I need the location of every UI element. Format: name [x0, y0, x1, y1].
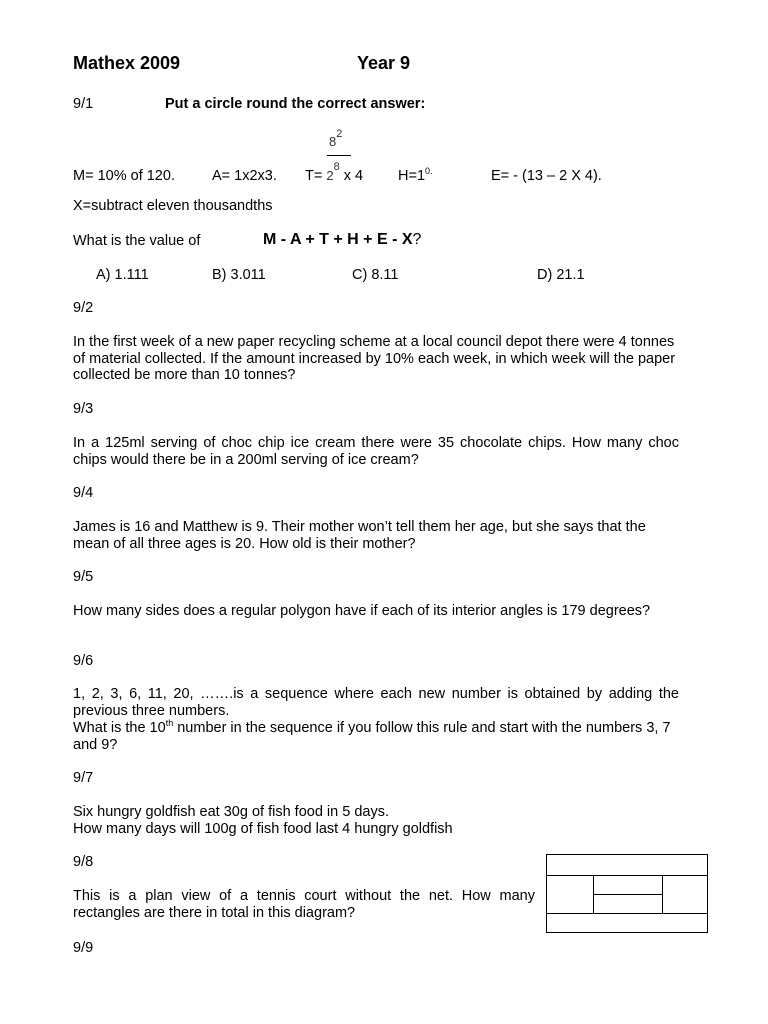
- court-center-line: [593, 894, 663, 895]
- value-prompt: What is the value of: [73, 233, 201, 249]
- option-c[interactable]: C) 8.11: [352, 267, 399, 283]
- option-d[interactable]: D) 21.1: [537, 267, 585, 283]
- fraction-bar: [327, 155, 351, 156]
- question-number-9-4: 9/4: [73, 485, 94, 501]
- q8-text: This is a plan view of a tennis court without the net. How many rectangles are there in total in this diagram?: [73, 888, 535, 921]
- m-definition: M= 10% of 120.: [73, 168, 175, 184]
- q6-line2: What is the 10th number in the sequence if you follow this rule and start with the numbers 3, 7 and 9?: [73, 718, 671, 753]
- q7-line2: How many days will 100g of fish food last 4 hungry goldfish: [73, 821, 453, 837]
- expression: M - A + T + H + E - X?: [263, 231, 422, 248]
- a-definition: A= 1x2x3.: [212, 168, 277, 184]
- q4-text: James is 16 and Matthew is 9. Their mother won’t tell them her age, but she says that the mean of all three ages is 20. How old is their mother?: [73, 519, 646, 552]
- tennis-court-diagram: [546, 854, 708, 933]
- option-a[interactable]: A) 1.111: [96, 267, 149, 283]
- court-line-top-service: [547, 875, 707, 876]
- year-label: Year 9: [357, 53, 411, 73]
- question-number-9-8: 9/8: [73, 854, 94, 870]
- q3-text: In a 125ml serving of choc chip ice cream there were 35 chocolate chips. How many choc chips would there be in a 200ml serving of ice cream?: [73, 435, 679, 468]
- option-b[interactable]: B) 3.011: [212, 267, 266, 283]
- question-number-9-5: 9/5: [73, 569, 94, 585]
- question-number-9-1: 9/1: [73, 96, 94, 112]
- q7-line1: Six hungry goldfish eat 30g of fish food in 5 days.: [73, 804, 389, 820]
- h-definition: $H=1^{0.}$: [398, 166, 433, 184]
- q2-text: In the first week of a new paper recycling scheme at a local council depot there were 4 tonnes of material collected. If the amount increased by 10% each week, in which week will the paper collected be more than 10 tonnes?: [73, 334, 676, 383]
- question-number-9-3: 9/3: [73, 401, 94, 417]
- question-number-9-2: 9/2: [73, 300, 94, 316]
- question-number-9-7: 9/7: [73, 770, 94, 786]
- t-numerator: $8^2$: [329, 127, 343, 149]
- page-title: Mathex 2009: [73, 53, 181, 73]
- q6-line1: 1, 2, 3, 6, 11, 20, …….is a sequence where each new number is obtained by adding the previous three numbers.: [73, 686, 679, 719]
- q5-text: How many sides does a regular polygon have if each of its interior angles is 179 degrees?: [73, 603, 651, 619]
- e-definition: E= - (13 – 2 X 4).: [491, 168, 602, 184]
- x-definition: X=subtract eleven thousandths: [73, 198, 273, 214]
- question-number-9-6: 9/6: [73, 653, 94, 669]
- question-number-9-9: 9/9: [73, 940, 94, 956]
- q1-instruction: Put a circle round the correct answer:: [165, 96, 426, 112]
- t-definition: $T= 2^8$ x 4: [305, 161, 364, 184]
- court-line-bottom: [547, 913, 707, 914]
